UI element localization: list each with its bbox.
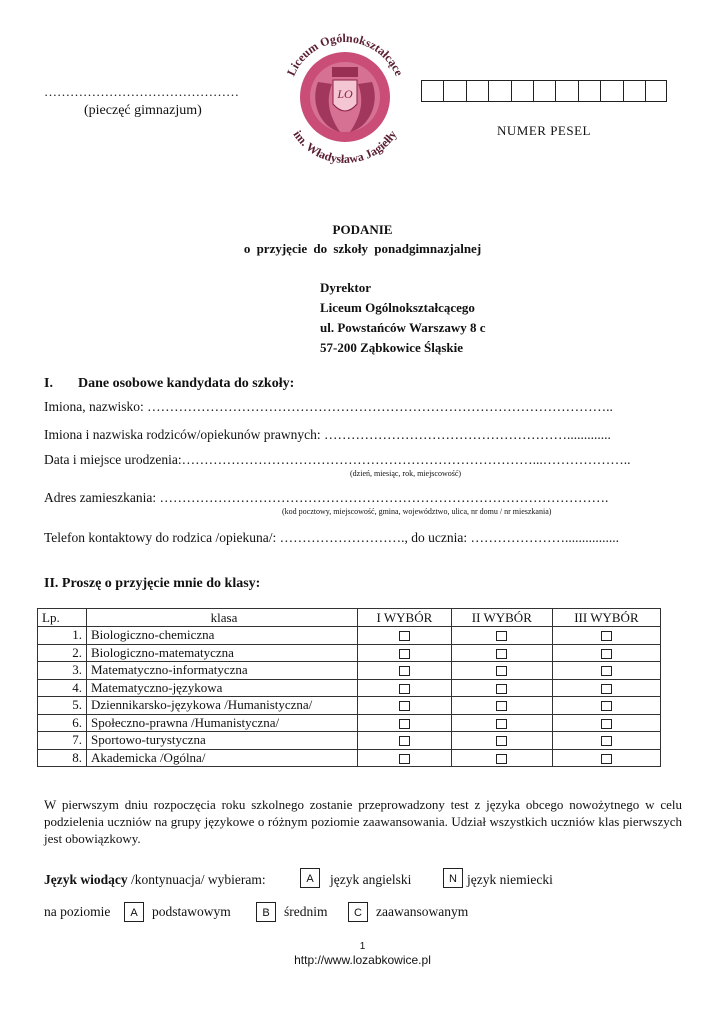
pesel-digit-box[interactable] <box>623 80 645 102</box>
header-choice-1: I WYBÓR <box>358 609 452 627</box>
row-number: 7. <box>38 732 87 750</box>
addressee-line: ul. Powstańców Warszawy 8 c <box>320 320 486 335</box>
addressee-line: 57-200 Ząbkowice Śląskie <box>320 340 464 355</box>
document-title: PODANIE <box>332 222 393 237</box>
choice-2-checkbox[interactable] <box>496 631 507 641</box>
logo-monogram: LO <box>337 87 353 101</box>
logo-name-top: Liceum Ogólnokształcące <box>283 30 407 79</box>
pesel-label: NUMER PESEL <box>497 123 591 138</box>
field-address[interactable] <box>44 490 608 506</box>
choice-1-checkbox[interactable] <box>399 701 410 711</box>
pesel-digit-box[interactable] <box>511 80 533 102</box>
table-row <box>38 679 661 697</box>
header-class: klasa <box>87 609 358 627</box>
language-label-bold: Język wiodący <box>44 872 128 887</box>
choice-1-checkbox[interactable] <box>399 649 410 659</box>
choice-3-checkbox[interactable] <box>601 754 612 764</box>
addressee-line: Dyrektor <box>320 280 372 295</box>
choice-1-checkbox[interactable] <box>399 719 410 729</box>
field-parents[interactable] <box>44 427 611 443</box>
choice-2-checkbox[interactable] <box>496 649 507 659</box>
row-class-name: Matematyczno-językowa <box>87 679 358 697</box>
field-label: Adres zamieszkania: <box>44 490 160 505</box>
language-option-label: język angielski <box>330 872 412 887</box>
row-class-name: Biologiczno-matematyczna <box>87 644 358 662</box>
row-class-name: Matematyczno-informatyczna <box>87 662 358 680</box>
row-number: 6. <box>38 714 87 732</box>
row-number: 3. <box>38 662 87 680</box>
language-test-note: W pierwszym dniu rozpoczęcia roku szkolnego zostanie przeprowadzony test z języka obcego nowożytnego w celu podzielenia uczniów na grupy językowe o różnym poziomie zaawansowania. Udział wszystkich uczniów klas pierwszych jest obowiązkowy. <box>44 797 682 846</box>
language-option-box[interactable]: N <box>443 868 463 888</box>
pesel-digit-box[interactable] <box>533 80 555 102</box>
addressee-line: Liceum Ogólnokształcącego <box>320 300 475 315</box>
row-number: 1. <box>38 627 87 645</box>
level-option-label: zaawansowanym <box>376 904 469 919</box>
choice-3-checkbox[interactable] <box>601 736 612 746</box>
choice-1-checkbox[interactable] <box>399 736 410 746</box>
row-number: 8. <box>38 749 87 767</box>
row-class-name: Sportowo-turystyczna <box>87 732 358 750</box>
row-number: 4. <box>38 679 87 697</box>
pesel-digit-box[interactable] <box>443 80 465 102</box>
stamp-label: (pieczęć gimnazjum) <box>84 103 202 118</box>
header-choice-2: II WYBÓR <box>451 609 552 627</box>
page-number: 1 <box>359 941 366 952</box>
field-address-hint: (kod pocztowy, miejscowość, gmina, województwo, ulica, nr domu / nr mieszkania) <box>282 507 552 516</box>
pesel-digit-box[interactable] <box>600 80 622 102</box>
section-1-heading <box>44 376 294 392</box>
language-label-rest: /kontynuacja/ wybieram: <box>127 872 266 887</box>
choice-1-checkbox[interactable] <box>399 754 410 764</box>
level-option-label: podstawowym <box>152 904 231 919</box>
table-row <box>38 732 661 750</box>
choice-2-checkbox[interactable] <box>496 684 507 694</box>
choice-2-checkbox[interactable] <box>496 666 507 676</box>
row-class-name: Dziennikarsko-językowa /Humanistyczna/ <box>87 697 358 715</box>
table-row <box>38 644 661 662</box>
field-phone[interactable] <box>44 530 619 546</box>
choice-3-checkbox[interactable] <box>601 649 612 659</box>
field-label: Telefon kontaktowy do rodzica /opiekuna/: <box>44 530 280 545</box>
pesel-digit-box[interactable] <box>555 80 577 102</box>
level-option-box[interactable]: B <box>256 902 276 922</box>
field-dots[interactable]: ………………………………………………………………………………………….. <box>147 399 613 414</box>
footer-url[interactable]: http://www.lozabkowice.pl <box>294 953 431 967</box>
section-2-heading: II. Proszę o przyjęcie mnie do klasy: <box>44 576 261 591</box>
document-subtitle: o przyjęcie do szkoły ponadgimnazjalnej <box>243 241 482 256</box>
pesel-digit-box[interactable] <box>578 80 600 102</box>
row-class-name: Społeczno-prawna /Humanistyczna/ <box>87 714 358 732</box>
row-number: 2. <box>38 644 87 662</box>
level-option-box[interactable]: C <box>348 902 368 922</box>
field-label: Imiona i nazwiska rodziców/opiekunów prawnych: <box>44 427 325 442</box>
pesel-digit-box[interactable] <box>466 80 488 102</box>
pesel-boxes[interactable] <box>421 80 667 102</box>
field-birth-hint: (dzień, miesiąc, rok, miejscowość) <box>350 469 462 478</box>
choice-2-checkbox[interactable] <box>496 754 507 764</box>
class-choice-table <box>37 608 661 767</box>
pesel-digit-box[interactable] <box>488 80 510 102</box>
school-logo <box>270 22 420 172</box>
pesel-digit-box[interactable] <box>645 80 667 102</box>
choice-3-checkbox[interactable] <box>601 719 612 729</box>
table-row <box>38 662 661 680</box>
language-option-label: język niemiecki <box>467 872 553 887</box>
field-dots[interactable]: ………………………………………………………………………………………. <box>159 490 609 505</box>
table-row <box>38 627 661 645</box>
field-dots[interactable]: ………………………., do ucznia: …………………................ <box>279 530 619 545</box>
field-label: Imiona, nazwisko: <box>44 399 148 414</box>
language-option-box[interactable]: A <box>300 868 320 888</box>
level-label: na poziomie <box>44 904 111 919</box>
choice-2-checkbox[interactable] <box>496 719 507 729</box>
choice-3-checkbox[interactable] <box>601 631 612 641</box>
field-dots[interactable]: ………………………………………………............. <box>324 427 611 442</box>
choice-2-checkbox[interactable] <box>496 701 507 711</box>
table-header-row <box>38 609 661 627</box>
header-lp: Lp. <box>38 609 87 627</box>
stamp-dotted-line: ……………………………………… <box>44 84 239 99</box>
level-option-box[interactable]: A <box>124 902 144 922</box>
choice-3-checkbox[interactable] <box>601 684 612 694</box>
row-number: 5. <box>38 697 87 715</box>
choice-1-checkbox[interactable] <box>399 684 410 694</box>
field-dots[interactable]: ……………………………………………………………………...……………….. <box>181 452 631 467</box>
level-option-label: średnim <box>284 904 328 919</box>
table-row <box>38 749 661 767</box>
language-choice-row <box>44 872 266 888</box>
field-label: Data i miejsce urodzenia: <box>44 452 182 467</box>
field-name[interactable] <box>44 399 613 415</box>
choice-1-checkbox[interactable] <box>399 631 410 641</box>
choice-1-checkbox[interactable] <box>399 666 410 676</box>
field-birth[interactable] <box>44 452 630 468</box>
section-1-number: I. <box>44 376 53 391</box>
choice-3-checkbox[interactable] <box>601 701 612 711</box>
table-row <box>38 714 661 732</box>
pesel-digit-box[interactable] <box>421 80 443 102</box>
choice-2-checkbox[interactable] <box>496 736 507 746</box>
section-1-title: Dane osobowe kandydata do szkoły: <box>78 376 295 391</box>
choice-3-checkbox[interactable] <box>601 666 612 676</box>
header-choice-3: III WYBÓR <box>552 609 660 627</box>
table-row <box>38 697 661 715</box>
logo-name-bottom: im. Władysława Jagiełły <box>290 127 400 167</box>
row-class-name: Akademicka /Ogólna/ <box>87 749 358 767</box>
row-class-name: Biologiczno-chemiczna <box>87 627 358 645</box>
